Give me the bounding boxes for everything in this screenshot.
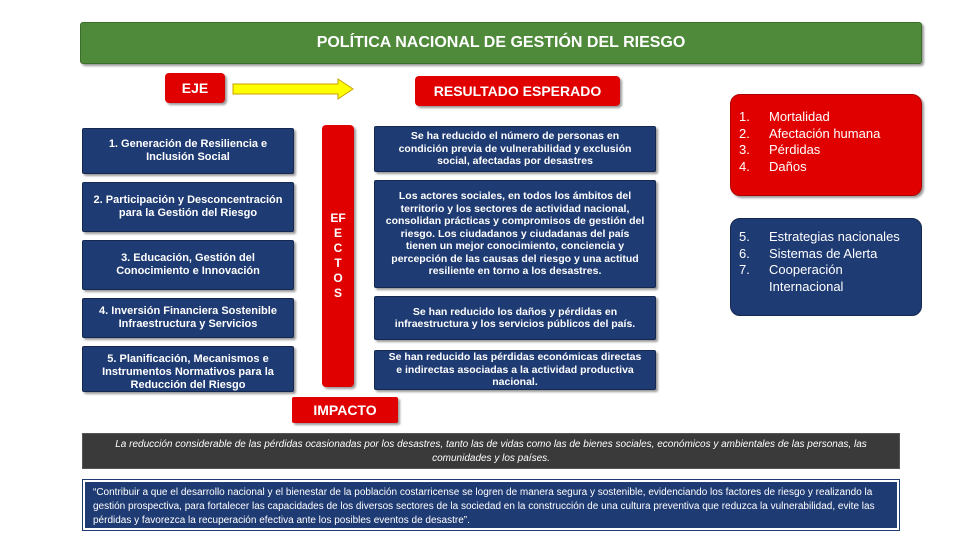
efectos-letter: EF (330, 211, 346, 225)
eje-item-2: 2. Participación y Desconcentración para la Gestión del Riesgo (82, 182, 294, 232)
arrow-right-icon (232, 78, 354, 100)
page-title: POLÍTICA NACIONAL DE GESTIÓN DEL RIESGO (80, 22, 922, 64)
resultado-item-1: Se ha reducido el número de personas en condición previa de vulnerabilidad y exclusión social, afectadas por desastres (374, 126, 656, 172)
eje-item-5: 5. Planificación, Mecanismos e Instrumentos Normativos para la Reducción del Riesgo (82, 346, 294, 392)
list-item: 3. Pérdidas (739, 142, 821, 157)
eje-item-3: 3. Educación, Gestión del Conocimiento e Innovación (82, 240, 294, 290)
resultado-item-3: Se han reducido los daños y pérdidas en infraestructura y los servicios públicos del país. (374, 296, 656, 340)
efectos-letter: E (333, 226, 342, 240)
eje-label: EJE (165, 73, 225, 103)
list-item: 1. Mortalidad (739, 109, 830, 124)
efectos-letter: T (334, 256, 342, 270)
efectos-label (322, 125, 354, 387)
resultado-item-2: Los actores sociales, en todos los ámbitos del territorio y los sectores de actividad nacional, consolidan prácticas y compromisos de gestión del riesgo. Los ciudadanos y ciudadanas del país tienen un mejor conocimiento, conciencia y percepción de las causas del riesgo y una actitud resiliente en torno a los desastres. (374, 180, 656, 288)
efectos-letter: C (333, 241, 343, 255)
policy-objective-quote: “Contribuir a que el desarrollo nacional y el bienestar de la población costarricense se logren de manera segura y sostenible, evidenciando los factores de riesgo y realizando la gestión prospectiva, para fortalecer las capacidades de los diversos sectores de la sociedad en la construcción de una cultura preventiva que reduzca la vulnerabilidad, evite las pérdidas y favorezca la recuperación efectiva ante los posibles eventos de desastre”. (83, 480, 899, 530)
list-item: 7. Cooperación Internacional (739, 262, 844, 294)
resultado-item-4: Se han reducido las pérdidas económicas directas e indirectas asociadas a la actividad productiva nacional. (374, 350, 656, 390)
eje-item-1: 1. Generación de Resiliencia e Inclusión Social (82, 128, 294, 174)
efectos-letter: S (333, 286, 342, 300)
impacto-label: IMPACTO (292, 397, 398, 423)
efectos-letter: O (333, 271, 343, 285)
list-item: 5. Estrategias nacionales (739, 229, 900, 244)
list-item: 2. Afectación humana (739, 125, 881, 141)
eje-item-4: 4. Inversión Financiera Sostenible Infraestructura y Servicios (82, 298, 294, 338)
list-item: 4. Daños (739, 158, 807, 174)
resultado-esperado-label: RESULTADO ESPERADO (415, 76, 620, 106)
indicadores-list-red (730, 94, 922, 196)
list-item: 6. Sistemas de Alerta (739, 245, 878, 261)
impacto-description: La reducción considerable de las pérdidas ocasionadas por los desastres, tanto las de vidas como las de bienes sociales, económicos y ambientales de las personas, las comunidades y los países. (82, 433, 900, 469)
indicadores-list-blue (730, 218, 922, 316)
